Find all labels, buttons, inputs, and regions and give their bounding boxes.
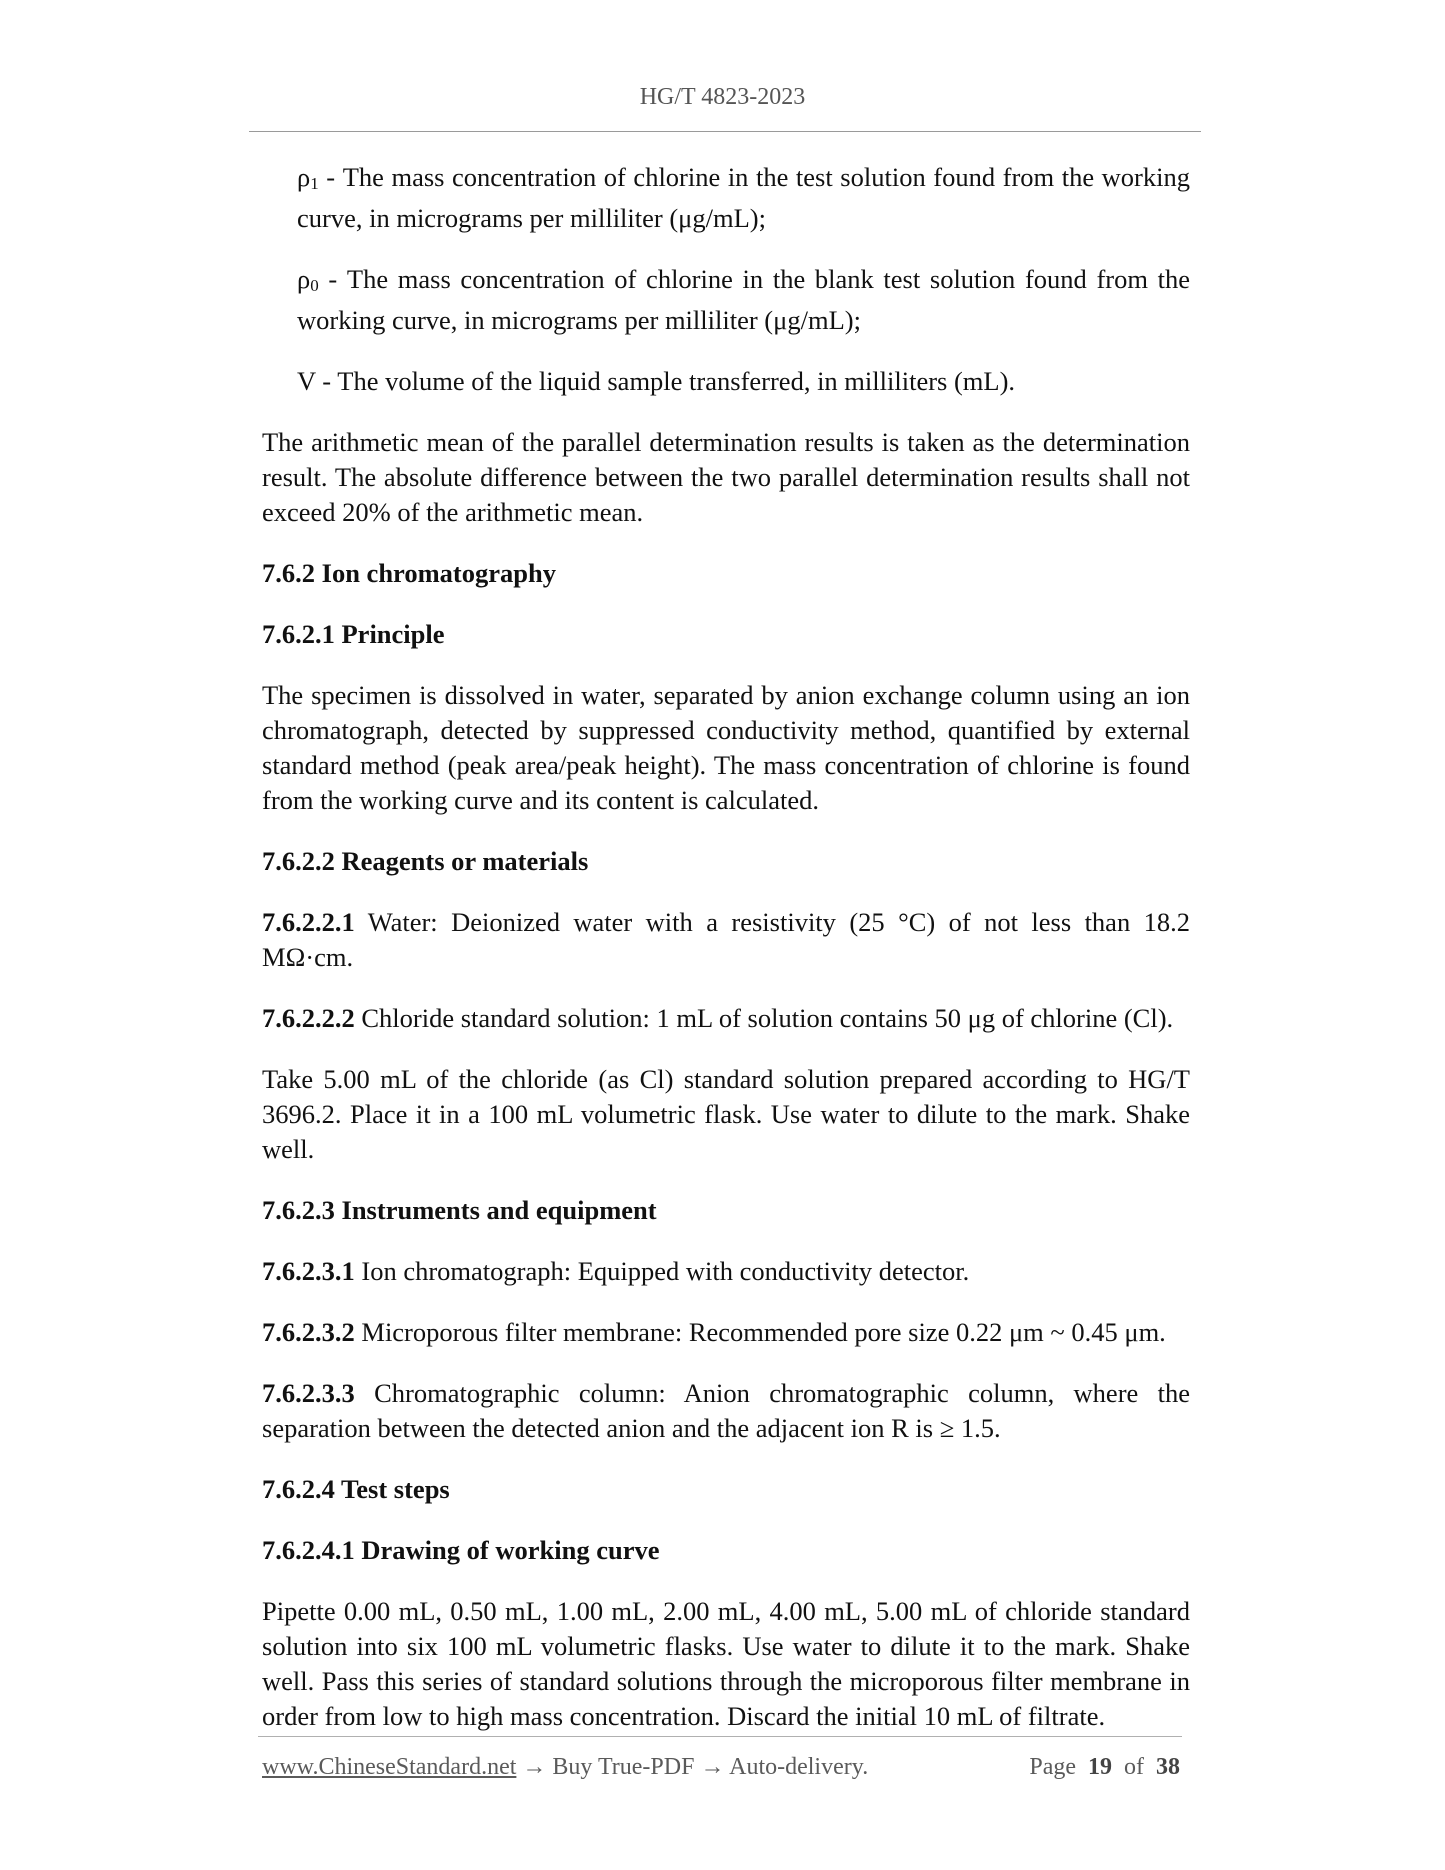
header-divider [249, 131, 1201, 132]
clause-7-6-2-2-2 [262, 1001, 1190, 1036]
definition-text: - The mass concentration of chlorine in the test solution found from the working curve, in micrograms per milliliter (μg/mL); [297, 162, 1190, 233]
heading-7-6-2: 7.6.2 Ion chromatography [262, 558, 556, 588]
clause-text: Microporous filter membrane: Recommended pore size 0.22 μm ~ 0.45 μm. [354, 1317, 1166, 1347]
heading-7-6-2-3: 7.6.2.3 Instruments and equipment [262, 1195, 657, 1225]
heading-7-6-2-1: 7.6.2.1 Principle [262, 619, 445, 649]
heading-7-6-2-2: 7.6.2.2 Reagents or materials [262, 846, 589, 876]
clause-7-6-2-3-1 [262, 1254, 1190, 1289]
of-label: of [1124, 1754, 1144, 1780]
clause-number: 7.6.2.3.3 [262, 1378, 355, 1408]
footer-left [262, 1754, 868, 1781]
clause-number: 7.6.2.2.1 [262, 907, 355, 937]
mean-result-paragraph: The arithmetic mean of the parallel determination results is taken as the determination result. The absolute difference between the two parallel determination results shall not exceed 20% of the arithmetic mean. [262, 427, 1190, 527]
definition-v [262, 364, 1190, 399]
heading-7-6-2-4-1: 7.6.2.4.1 Drawing of working curve [262, 1535, 660, 1565]
definition-rho1 [262, 160, 1190, 236]
definition-rho0 [262, 262, 1190, 338]
clause-text: Ion chromatograph: Equipped with conductivity detector. [354, 1256, 970, 1286]
clause-text: Chromatographic column: Anion chromatographic column, where the separation between the detected anion and the adjacent ion R is ≥ 1.5. [262, 1378, 1190, 1443]
page-indicator [1029, 1754, 1180, 1781]
clause-text: Chloride standard solution: 1 mL of solution contains 50 μg of chlorine (Cl). [354, 1003, 1174, 1033]
working-curve-paragraph: Pipette 0.00 mL, 0.50 mL, 1.00 mL, 2.00 mL, 4.00 mL, 5.00 mL of chloride standard solution into six 100 mL volumetric flasks. Use water to dilute it to the mark. Shake well. Pass this series of standard solutions through the microporous filter membrane in order from low to high mass concentration. Discard the initial 10 mL of filtrate. [262, 1596, 1190, 1731]
clause-7-6-2-3-3 [262, 1376, 1190, 1446]
heading-7-6-2-4: 7.6.2.4 Test steps [262, 1474, 450, 1504]
chloride-prep-paragraph: Take 5.00 mL of the chloride (as Cl) standard solution prepared according to HG/T 3696.2. Place it in a 100 mL volumetric flask. Use water to dilute to the mark. Shake well. [262, 1064, 1190, 1164]
footer-divider [258, 1736, 1182, 1737]
footer-tagline: → Buy True-PDF → Auto-delivery. [516, 1754, 869, 1780]
clause-number: 7.6.2.3.2 [262, 1317, 355, 1347]
principle-paragraph: The specimen is dissolved in water, separated by anion exchange column using an ion chromatograph, detected by suppressed conductivity method, quantified by external standard method (peak area/peak height). The mass concentration of chlorine is found from the working curve and its content is calculated. [262, 680, 1190, 815]
clause-7-6-2-2-1 [262, 905, 1190, 975]
document-body [262, 160, 1190, 1760]
definition-text: - The volume of the liquid sample transferred, in milliliters (mL). [315, 366, 1016, 396]
clause-number: 7.6.2.3.1 [262, 1256, 355, 1286]
clause-7-6-2-3-2 [262, 1315, 1190, 1350]
page-header: HG/T 4823-2023 [639, 84, 806, 110]
definition-subscript: 1 [310, 174, 319, 193]
page-total: 38 [1156, 1754, 1180, 1780]
page-number: 19 [1088, 1754, 1112, 1780]
website-link[interactable]: www.ChineseStandard.net [262, 1754, 517, 1780]
definition-symbol: ρ [297, 264, 311, 294]
definition-symbol: V [297, 366, 316, 396]
clause-text: Water: Deionized water with a resistivity (25 °C) of not less than 18.2 MΩ·cm. [262, 907, 1190, 972]
clause-number: 7.6.2.2.2 [262, 1003, 355, 1033]
definition-symbol: ρ [297, 162, 311, 192]
page-label: Page [1029, 1754, 1076, 1780]
definition-subscript: 0 [310, 276, 319, 295]
definition-text: - The mass concentration of chlorine in the blank test solution found from the working curve, in micrograms per milliliter (μg/mL); [297, 264, 1190, 335]
